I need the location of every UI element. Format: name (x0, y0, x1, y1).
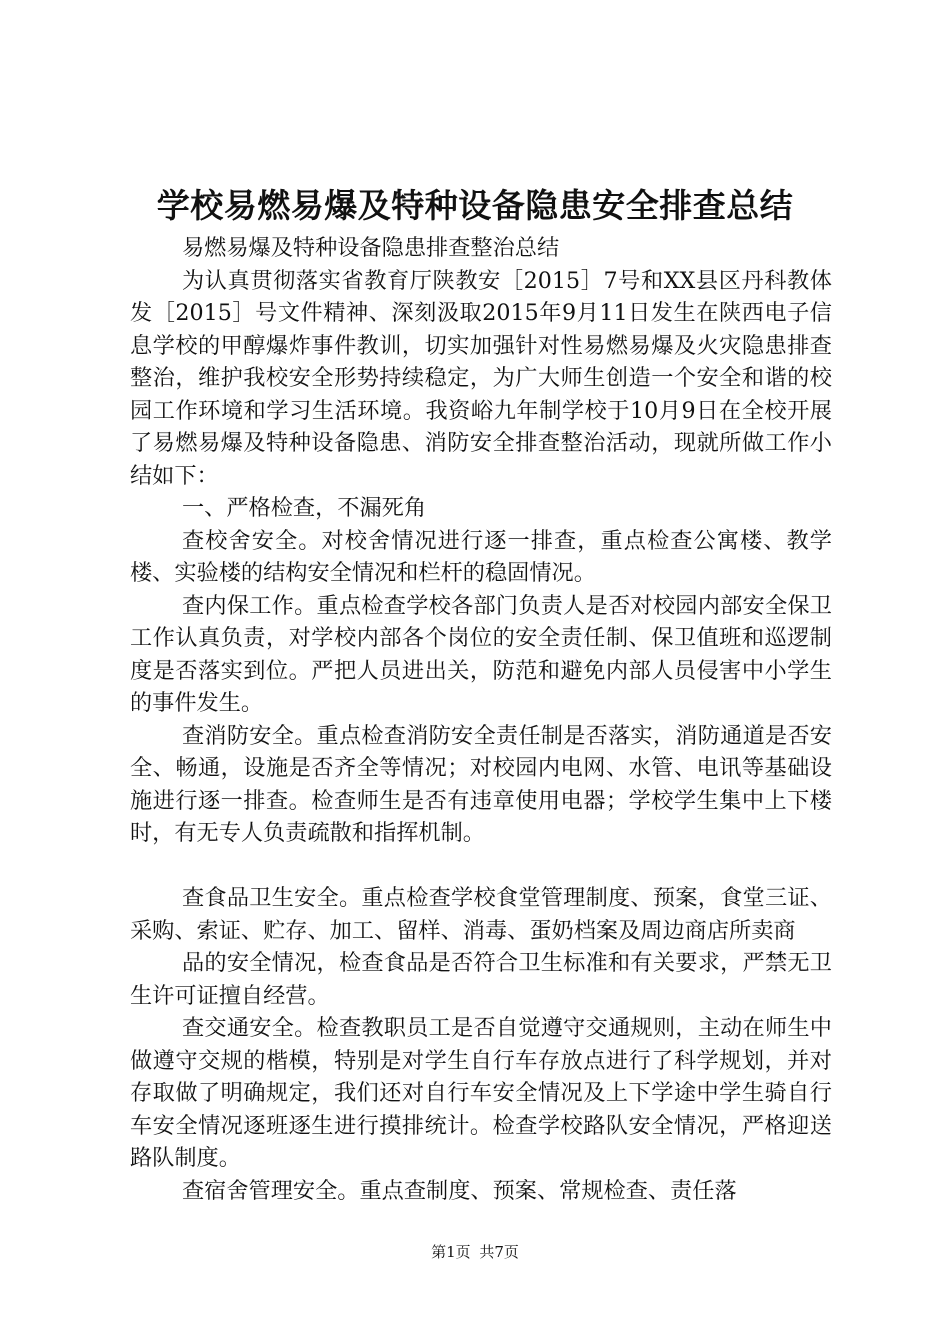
subtitle-paragraph: 易燃易爆及特种设备隐患排查整治总结 (182, 235, 560, 261)
page-total: 共7页 (479, 1243, 519, 1261)
school-building-paragraph: 查校舍安全。对校舍情况进行逐一排查，重点检查公寓楼、教学楼、实验楼的结构安全情况和栏杆的稳固情况。 (130, 527, 832, 586)
document-title: 学校易燃易爆及特种设备隐患安全排查总结 (156, 186, 794, 225)
page-footer (0, 1242, 950, 1262)
food-safety-paragraph: 查食品卫生安全。重点检查学校食堂管理制度、预案，食堂三证、采购、索证、贮存、加工、留样、消毒、蛋奶档案及周边商店所卖商 (130, 885, 832, 944)
food-safety-continued-paragraph: 品的安全情况，检查食品是否符合卫生标准和有关要求，严禁无卫生许可证擅自经营。 (130, 950, 832, 1009)
document-body (130, 232, 832, 1207)
dormitory-safety-paragraph: 查宿舍管理安全。重点查制度、预案、常规检查、责任落 (182, 1177, 737, 1204)
internal-security-paragraph: 查内保工作。重点检查学校各部门负责人是否对校园内部安全保卫工作认真负责，对学校内部各个岗位的安全责任制、保卫值班和巡逻制度是否落实到位。严把人员进出关，防范和避免内部人员侵害中小学生的事件发生。 (130, 592, 832, 716)
page-number: 第1页 (431, 1243, 471, 1261)
section-heading: 一、严格检查，不漏死角 (182, 495, 427, 521)
intro-paragraph: 为认真贯彻落实省教育厅陕教安［2015］7号和XX县区丹科教体发［2015］号文件精神、深刻汲取2015年9月11日发生在陕西电子信息学校的甲醇爆炸事件教训，切实加强针对性易燃易爆及火灾隐患排查整治，维护我校安全形势持续稳定，为广大师生创造一个安全和谐的校园工作环境和学习生活环境。我资峪九年制学校于10月9日在全校开展了易燃易爆及特种设备隐患、消防安全排查整治活动，现就所做工作小结如下： (130, 267, 832, 489)
fire-safety-paragraph: 查消防安全。重点检查消防安全责任制是否落实，消防通道是否安全、畅通，设施是否齐全等情况；对校园内电网、水管、电讯等基础设施进行逐一排查。检查师生是否有违章使用电器；学校学生集中上下楼时，有无专人负责疏散和指挥机制。 (130, 722, 832, 846)
traffic-safety-paragraph: 查交通安全。检查教职员工是否自觉遵守交通规则，主动在师生中做遵守交规的楷模，特别是对学生自行车存放点进行了科学规划，并对存取做了明确规定，我们还对自行车安全情况及上下学途中学生骑自行车安全情况逐班逐生进行摸排统计。检查学校路队安全情况，严格迎送路队制度。 (130, 1015, 832, 1171)
blank-line (130, 850, 832, 883)
